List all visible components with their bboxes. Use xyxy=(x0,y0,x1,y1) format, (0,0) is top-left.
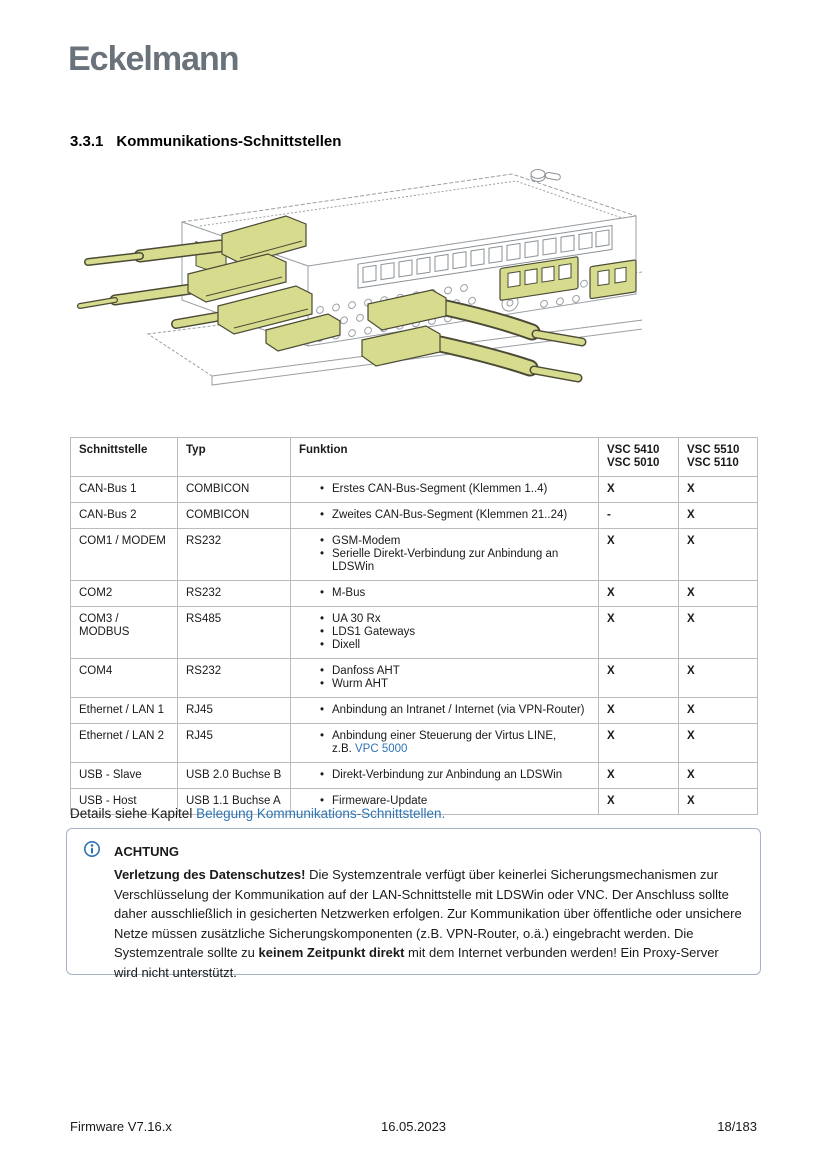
cell-funktion xyxy=(291,503,599,529)
cell-vsc-5510-5110: X xyxy=(679,503,758,529)
funktion-bullet-list xyxy=(320,769,590,782)
inline-link[interactable]: VPC 5000 xyxy=(355,743,408,755)
cell-vsc-5510-5110: X xyxy=(679,477,758,503)
funktion-bullet-list xyxy=(320,730,590,756)
cell-vsc-5410-5010: - xyxy=(599,503,679,529)
funktion-bullet xyxy=(320,483,590,496)
bullet-text: Danfoss AHT xyxy=(332,665,400,677)
cell-vsc-5510-5110: X xyxy=(679,607,758,659)
cell-vsc-5410-5010: X xyxy=(599,724,679,763)
cell-schnittstelle: CAN-Bus 2 xyxy=(71,503,178,529)
column-header-schnittstelle: Schnittstelle xyxy=(71,438,178,477)
cell-schnittstelle: COM4 xyxy=(71,659,178,698)
cell-funktion xyxy=(291,607,599,659)
cell-vsc-5410-5010: X xyxy=(599,659,679,698)
bullet-text: Direkt-Verbindung zur Anbindung an LDSWin xyxy=(332,769,563,781)
cell-schnittstelle: USB - Host xyxy=(71,789,178,815)
table-header-row xyxy=(71,438,758,477)
cell-vsc-5410-5010: X xyxy=(599,763,679,789)
notice-text: Die Systemzentrale verfügt über keinerlei Sicherungsmechanismen zur Verschlüsselung der Kommunikation auf der LAN-Schnittstelle mit LDSWin oder VNC. Der Anschluss sollte daher ausschließlich in gesicherten Netzwerken erfolgen. Zur Kommunikation über öffentliche oder unsichere Netze müssen zusätzliche Sicherungskomponenten (z.B. VPN-Router, o.ä.) eingebracht werden. Die Systemzentrale sollte zu xyxy=(114,867,742,960)
device-illustration xyxy=(70,158,642,422)
cell-schnittstelle: COM1 / MODEM xyxy=(71,529,178,581)
bullet-text: Serielle Direkt-Verbindung zur Anbindung an LDSWin xyxy=(332,548,559,573)
notice-header xyxy=(83,840,179,863)
cell-funktion xyxy=(291,581,599,607)
notice-bold-text: Verletzung des Datenschutzes! xyxy=(114,867,306,882)
cell-vsc-5510-5110: X xyxy=(679,763,758,789)
table-row xyxy=(71,477,758,503)
table-row xyxy=(71,763,758,789)
footer-date: 16.05.2023 xyxy=(380,1119,447,1134)
cell-schnittstelle: CAN-Bus 1 xyxy=(71,477,178,503)
cell-schnittstelle: USB - Slave xyxy=(71,763,178,789)
device-drawing xyxy=(70,158,642,422)
bullet-text: UA 30 Rx xyxy=(332,613,381,625)
bullet-text: Wurm AHT xyxy=(332,678,389,690)
table-header xyxy=(71,438,758,477)
funktion-bullet-list xyxy=(320,613,590,652)
table-row xyxy=(71,698,758,724)
cell-typ: RS485 xyxy=(178,607,291,659)
cell-vsc-5510-5110: X xyxy=(679,659,758,698)
funktion-bullet-list xyxy=(320,535,590,574)
cell-vsc-5510-5110: X xyxy=(679,724,758,763)
funktion-bullet xyxy=(320,665,590,678)
table-row xyxy=(71,581,758,607)
cell-typ: COMBICON xyxy=(178,503,291,529)
funktion-bullet xyxy=(320,730,590,756)
notice-title: ACHTUNG xyxy=(114,844,179,859)
footer-firmware-version: Firmware V7.16.x xyxy=(70,1119,172,1134)
cell-typ: USB 1.1 Buchse A xyxy=(178,789,291,815)
funktion-bullet-list xyxy=(320,704,590,717)
funktion-bullet xyxy=(320,678,590,691)
cell-schnittstelle: Ethernet / LAN 2 xyxy=(71,724,178,763)
cell-typ: USB 2.0 Buchse B xyxy=(178,763,291,789)
footer-page-number: 18/183 xyxy=(717,1119,757,1134)
funktion-bullet xyxy=(320,548,590,574)
cell-vsc-5510-5110: X xyxy=(679,698,758,724)
table-row xyxy=(71,503,758,529)
bullet-text: Firmeware-Update xyxy=(332,795,428,807)
cell-typ: COMBICON xyxy=(178,477,291,503)
cell-funktion xyxy=(291,659,599,698)
funktion-bullet-list xyxy=(320,483,590,496)
bullet-text: Erstes CAN-Bus-Segment (Klemmen 1..4) xyxy=(332,483,548,495)
funktion-bullet xyxy=(320,769,590,782)
details-text: Details siehe Kapitel xyxy=(70,806,197,821)
cell-funktion xyxy=(291,529,599,581)
funktion-bullet-list xyxy=(320,665,590,691)
bullet-text: Zweites CAN-Bus-Segment (Klemmen 21..24) xyxy=(332,509,568,521)
funktion-bullet xyxy=(320,639,590,652)
table-row xyxy=(71,607,758,659)
cell-funktion xyxy=(291,724,599,763)
cell-vsc-5510-5110: X xyxy=(679,529,758,581)
bullet-text: GSM-Modem xyxy=(332,535,401,547)
funktion-bullet-list xyxy=(320,509,590,522)
cell-typ: RS232 xyxy=(178,529,291,581)
cell-vsc-5410-5010: X xyxy=(599,529,679,581)
section-number: 3.3.1 xyxy=(70,133,104,150)
bullet-text: LDS1 Gateways xyxy=(332,626,416,638)
screw-icon xyxy=(531,170,561,182)
column-header-vsc-5510-5110: VSC 5510 VSC 5110 xyxy=(679,438,758,477)
notice-bold-text: keinem Zeitpunkt direkt xyxy=(258,945,405,960)
funktion-bullet xyxy=(320,535,590,548)
cell-typ: RS232 xyxy=(178,581,291,607)
cell-vsc-5410-5010: X xyxy=(599,477,679,503)
funktion-bullet xyxy=(320,626,590,639)
section-heading xyxy=(70,133,341,150)
cell-typ: RS232 xyxy=(178,659,291,698)
funktion-bullet xyxy=(320,587,590,600)
funktion-bullet xyxy=(320,613,590,626)
cell-schnittstelle: COM3 / MODBUS xyxy=(71,607,178,659)
cell-schnittstelle: COM2 xyxy=(71,581,178,607)
details-line xyxy=(70,806,445,821)
table-body xyxy=(71,477,758,815)
table-row xyxy=(71,529,758,581)
column-header-vsc-5410-5010: VSC 5410 VSC 5010 xyxy=(599,438,679,477)
cell-typ: RJ45 xyxy=(178,698,291,724)
cell-funktion xyxy=(291,763,599,789)
bullet-text: Anbindung einer Steuerung der Virtus LINE, z.B. xyxy=(332,730,557,755)
section-title: Kommunikations-Schnittstellen xyxy=(116,133,342,150)
notice-text: mit dem Internet verbunden werden! Ein Proxy-Server wird nicht unterstützt. xyxy=(114,945,719,980)
bullet-text: M-Bus xyxy=(332,587,366,599)
funktion-bullet-list xyxy=(320,587,590,600)
column-header-typ: Typ xyxy=(178,438,291,477)
column-header-funktion: Funktion xyxy=(291,438,599,477)
cell-schnittstelle: Ethernet / LAN 1 xyxy=(71,698,178,724)
cell-vsc-5410-5010: X xyxy=(599,581,679,607)
cell-typ: RJ45 xyxy=(178,724,291,763)
notice-box xyxy=(66,828,761,980)
cell-funktion xyxy=(291,477,599,503)
funktion-bullet xyxy=(320,704,590,717)
company-logo: Eckelmann xyxy=(68,40,239,78)
cell-vsc-5410-5010: X xyxy=(599,789,679,815)
cell-vsc-5410-5010: X xyxy=(599,607,679,659)
details-chapter-link[interactable]: Belegung Kommunikations-Schnittstellen. xyxy=(196,806,446,821)
cell-vsc-5510-5110: X xyxy=(679,789,758,815)
cell-vsc-5410-5010: X xyxy=(599,698,679,724)
cell-funktion xyxy=(291,698,599,724)
table-row xyxy=(71,724,758,763)
table-row xyxy=(71,659,758,698)
funktion-bullet xyxy=(320,509,590,522)
interfaces-table xyxy=(70,437,758,815)
cell-vsc-5510-5110: X xyxy=(679,581,758,607)
notice-body xyxy=(114,865,745,982)
info-icon xyxy=(83,840,101,863)
bullet-text: Dixell xyxy=(332,639,361,651)
bullet-text: Anbindung an Intranet / Internet (via VPN-Router) xyxy=(332,704,585,716)
